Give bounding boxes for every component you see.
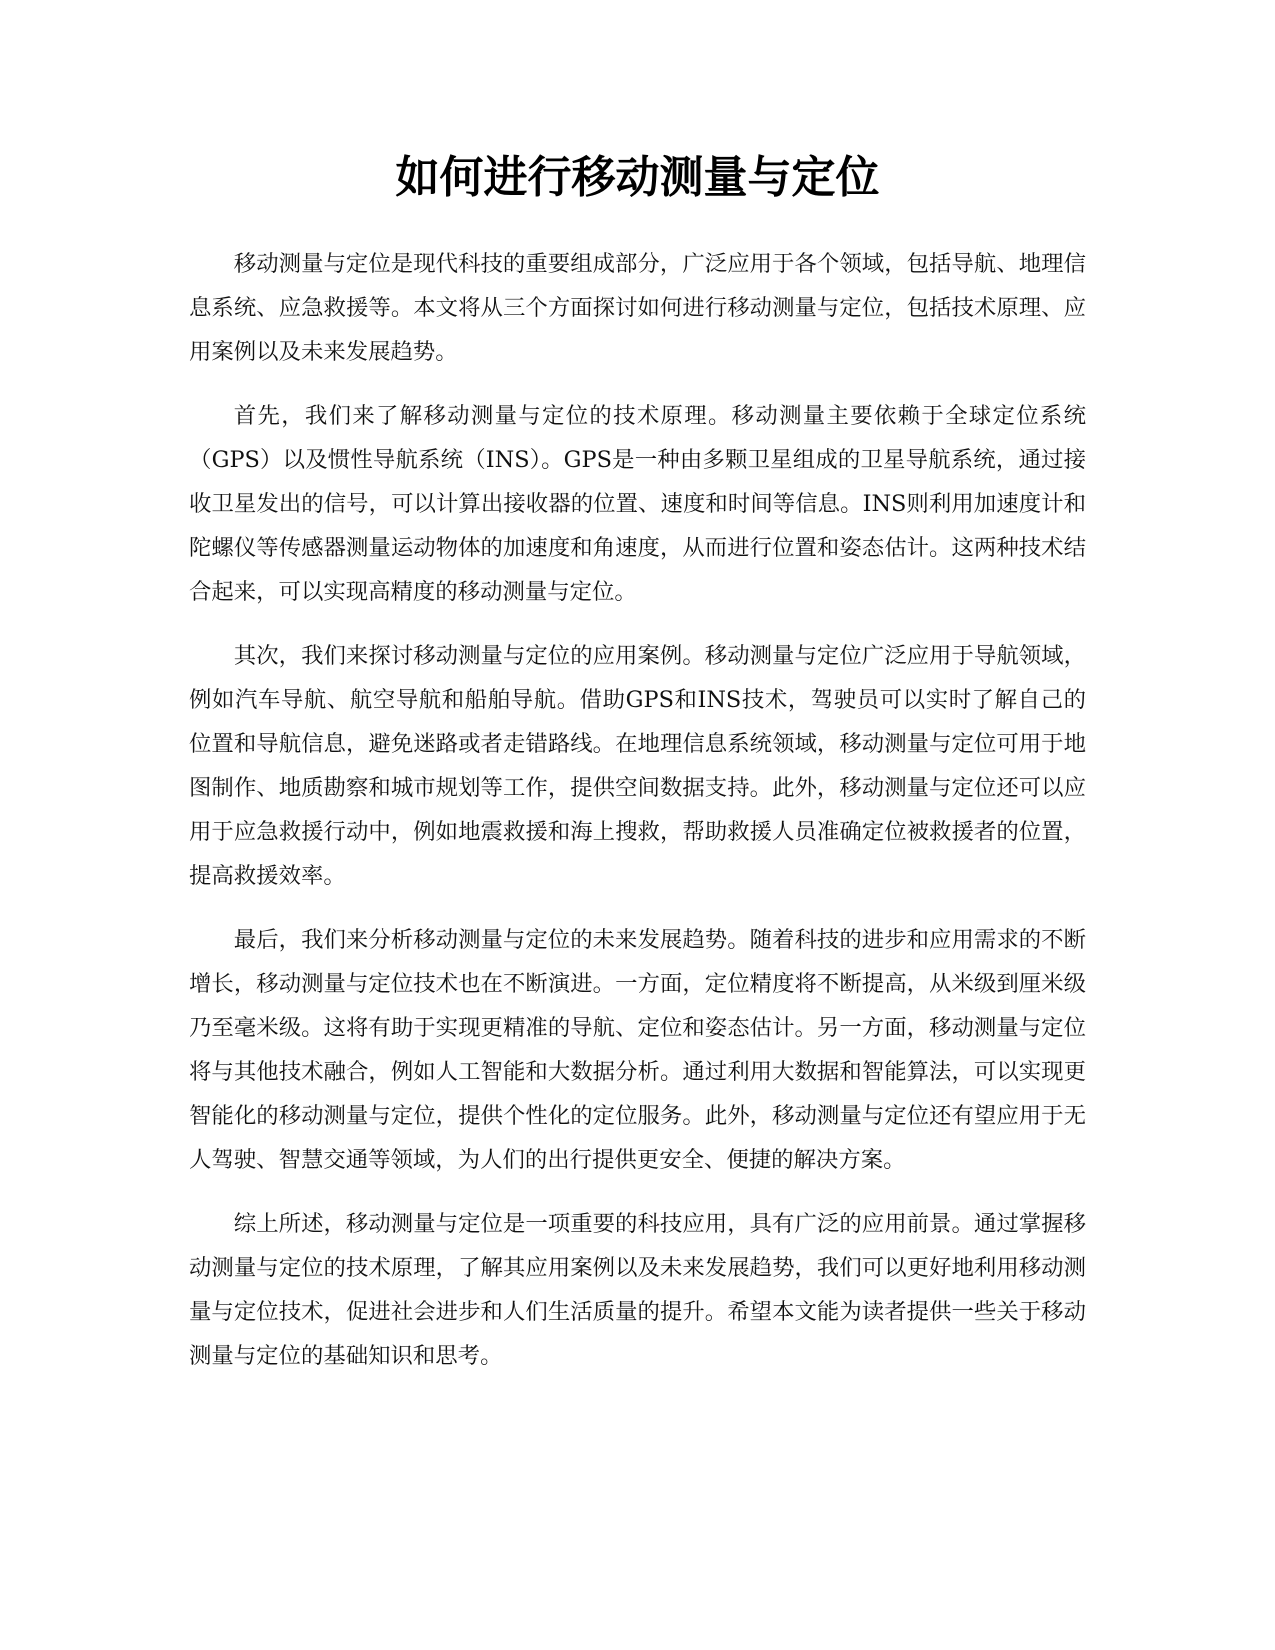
- paragraph-conclusion: 综上所述，移动测量与定位是一项重要的科技应用，具有广泛的应用前景。通过掌握移动测量与定位的技术原理，了解其应用案例以及未来发展趋势，我们可以更好地利用移动测量与定位技术，促进社会进步和人们生活质量的提升。希望本文能为读者提供一些关于移动测量与定位的基础知识和思考。: [189, 1211, 1086, 1369]
- document-title: 如何进行移动测量与定位: [395, 152, 880, 203]
- paragraph-applications: 其次，我们来探讨移动测量与定位的应用案例。移动测量与定位广泛应用于导航领域，例如汽车导航、航空导航和船舶导航。借助GPS和INS技术，驾驶员可以实时了解自己的位置和导航信息，避免迷路或者走错路线。在地理信息系统领域，移动测量与定位可用于地图制作、地质勘察和城市规划等工作，提供空间数据支持。此外，移动测量与定位还可以应用于应急救援行动中，例如地震救援和海上搜救，帮助救援人员准确定位被救援者的位置，提高救援效率。: [189, 643, 1086, 889]
- paragraph-future-trends: 最后，我们来分析移动测量与定位的未来发展趋势。随着科技的进步和应用需求的不断增长，移动测量与定位技术也在不断演进。一方面，定位精度将不断提高，从米级到厘米级乃至毫米级。这将有助于实现更精准的导航、定位和姿态估计。另一方面，移动测量与定位将与其他技术融合，例如人工智能和大数据分析。通过利用大数据和智能算法，可以实现更智能化的移动测量与定位，提供个性化的定位服务。此外，移动测量与定位还有望应用于无人驾驶、智慧交通等领域，为人们的出行提供更安全、便捷的解决方案。: [189, 927, 1086, 1173]
- paragraph-intro: 移动测量与定位是现代科技的重要组成部分，广泛应用于各个领域，包括导航、地理信息系统、应急救援等。本文将从三个方面探讨如何进行移动测量与定位，包括技术原理、应用案例以及未来发展趋势。: [189, 251, 1086, 365]
- document-body: [189, 242, 1086, 1398]
- paragraph-principles: 首先，我们来了解移动测量与定位的技术原理。移动测量主要依赖于全球定位系统（GPS）以及惯性导航系统（INS）。GPS是一种由多颗卫星组成的卫星导航系统，通过接收卫星发出的信号，可以计算出接收器的位置、速度和时间等信息。INS则利用加速度计和陀螺仪等传感器测量运动物体的加速度和角速度，从而进行位置和姿态估计。这两种技术结合起来，可以实现高精度的移动测量与定位。: [189, 403, 1086, 605]
